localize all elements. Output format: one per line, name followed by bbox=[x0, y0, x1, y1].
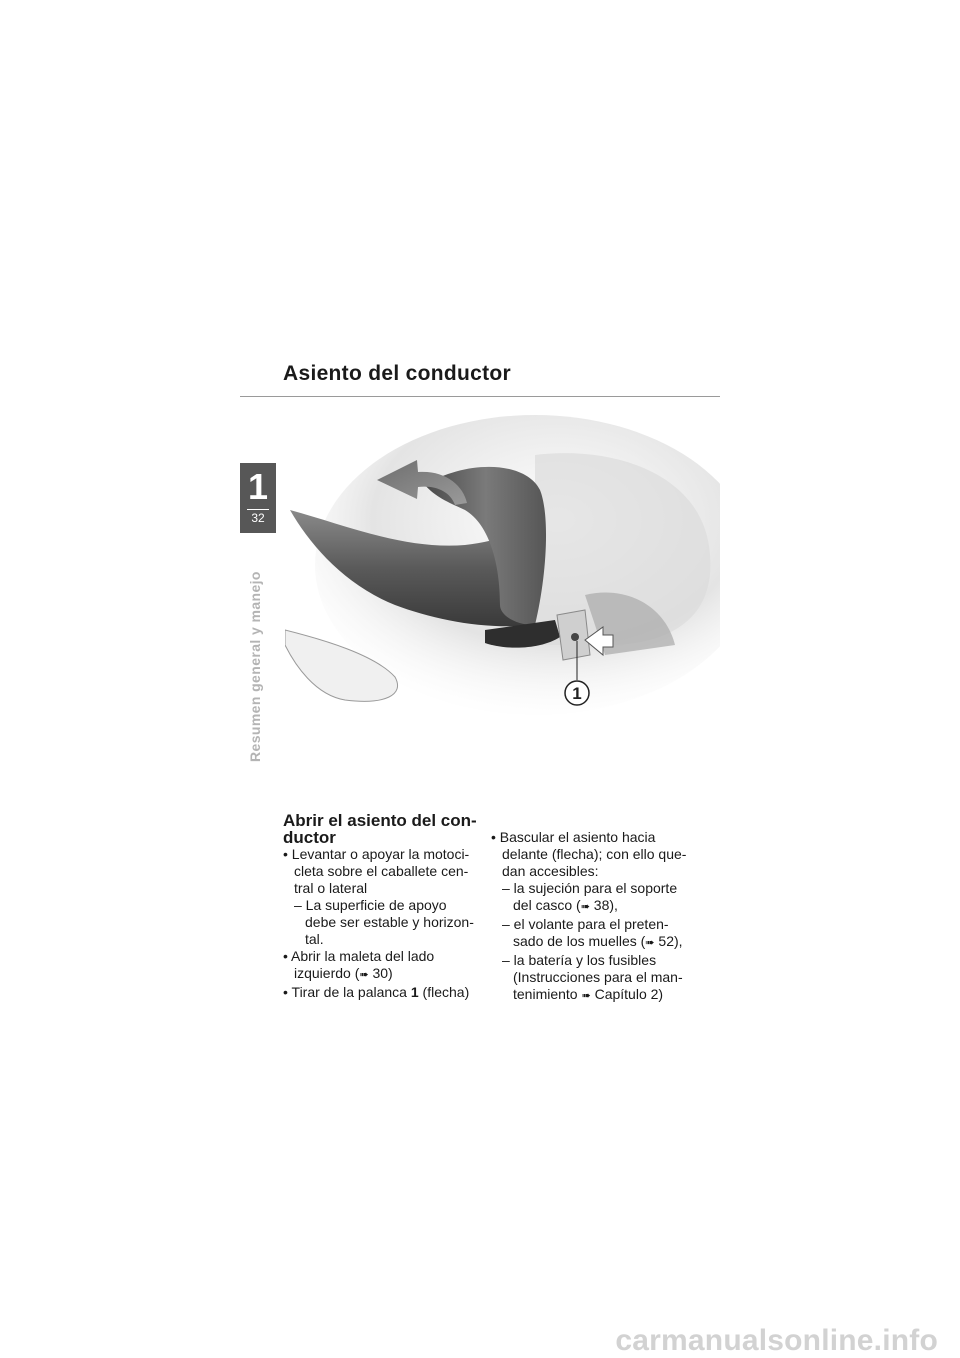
chapter-number: 1 bbox=[247, 466, 269, 507]
callout-number: 1 bbox=[572, 684, 582, 703]
chapter-tab bbox=[240, 463, 276, 533]
list-item: • Levantar o apoyar la motoci- cleta sobre el caballete cen- tral o lateral bbox=[283, 846, 470, 896]
chapter-side-label: Resumen general y manejo bbox=[247, 571, 263, 762]
list-item: – la sujeción para el soporte del casco (➠ 38), bbox=[502, 880, 678, 913]
title-divider bbox=[240, 396, 720, 397]
watermark-text: carmanualsonline.info bbox=[615, 1324, 938, 1357]
list-item: – La superficie de apoyo debe ser estable y horizon- tal. bbox=[294, 897, 474, 947]
list-item: • Abrir la maleta del lado izquierdo (➠ 30) bbox=[283, 948, 435, 981]
instructions-right-column bbox=[491, 829, 696, 1005]
list-item: • Bascular el asiento hacia delante (flecha); con ello que- dan accesibles: bbox=[491, 829, 687, 879]
page-number: 32 bbox=[251, 511, 265, 525]
list-item: • Tirar de la palanca 1 (flecha) bbox=[283, 984, 470, 1000]
section-heading: Abrir el asiento del con- ductor bbox=[283, 811, 477, 847]
seat-illustration bbox=[285, 415, 720, 730]
list-item: – la batería y los fusibles (Instrucciones para el man- tenimiento ➠ Capítulo 2) bbox=[502, 952, 683, 1002]
list-item: – el volante para el preten- sado de los muelles (➠ 52), bbox=[502, 916, 683, 949]
watermark-bar bbox=[0, 1324, 960, 1358]
instructions-left-column bbox=[283, 812, 488, 1001]
page-title: Asiento del conductor bbox=[283, 362, 511, 385]
chapter-divider bbox=[247, 509, 269, 510]
